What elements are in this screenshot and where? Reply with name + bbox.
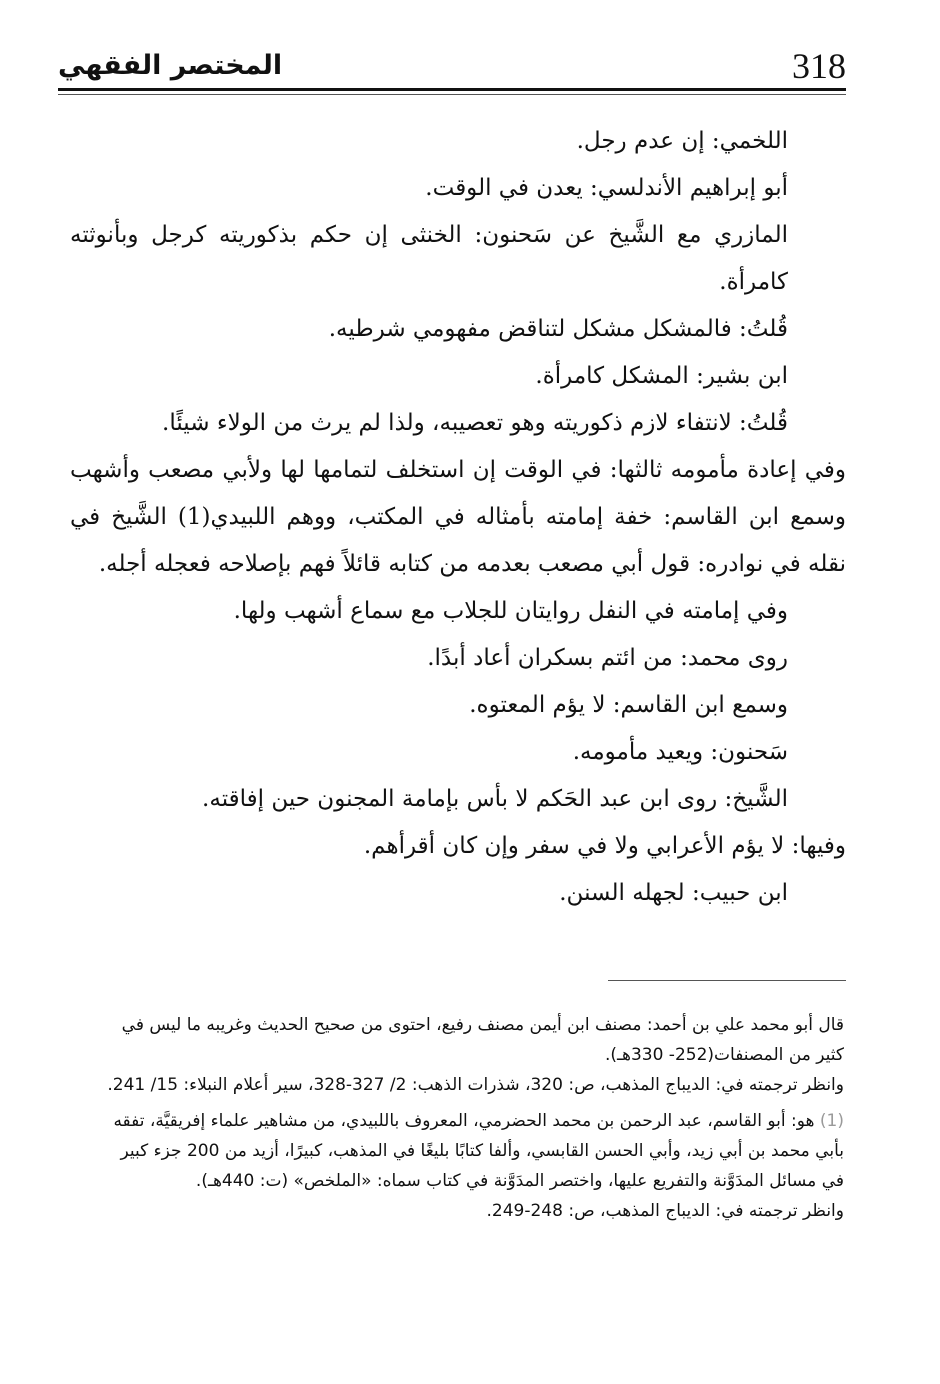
paragraph-12: الشَّيخ: روى ابن عبد الحَكم لا بأس بإمامة المجنون حين إفاقته. (202, 786, 788, 812)
footnote-line (94, 1106, 844, 1196)
header-rule-thin (58, 94, 846, 95)
paragraph-11: سَحنون: ويعيد مأمومه. (572, 739, 788, 765)
page-header (58, 38, 846, 94)
paragraph-5: ابن بشير: المشكل كامرأة. (535, 363, 788, 389)
paragraph-7: وفي إعادة مأمومه ثالثها: في الوقت إن استخلف لتمامها لها ولأبي مصعب وأشهب وسمع ابن القاسم: خفة إمامته بأمثاله في المكتب، ووهم اللبيدي(1) الشَّيخ في نقله في نوادره: قول أبي مصعب بعدمه من كتابه قائلاً فهم بإصلاحه فعجله أجله. (70, 457, 846, 577)
footnotes (94, 1010, 844, 1232)
footnote-line: وانظر ترجمته في: الديباج المذهب، ص: 248-249. (486, 1201, 844, 1221)
paragraph-4: قُلتُ: فالمشكل مشكل لتناقض مفهومي شرطيه. (328, 316, 788, 342)
paragraph-1: اللخمي: إن عدم رجل. (576, 128, 788, 154)
paragraph-6: قُلتُ: لانتفاء لازم ذكوريته وهو تعصيبه، ولذا لم يرث من الولاء شيئًا. (162, 410, 788, 436)
paragraph-10: وسمع ابن القاسم: لا يؤم المعتوه. (469, 692, 788, 718)
main-text (70, 118, 846, 917)
footnote-1 (94, 1106, 844, 1226)
footnote-marker: (1) (819, 1111, 844, 1131)
footnote-line: قال أبو محمد علي بن أحمد: مصنف ابن أيمن مصنف رفيع، احتوى من صحيح الحديث وغريبه ما ليس في كثير من المصنفات(252- 330هـ). (121, 1015, 844, 1065)
footnote-continuation (94, 1010, 844, 1100)
paragraph-2: أبو إبراهيم الأندلسي: يعدن في الوقت. (425, 175, 788, 201)
header-rule (58, 88, 846, 91)
page-number: 318 (792, 46, 846, 86)
footnote-line: وانظر ترجمته في: الديباج المذهب، ص: 320، شذرات الذهب: 2/ 327-328، سير أعلام النبلاء: 15/ 241. (107, 1075, 844, 1095)
paragraph-9: روى محمد: من ائتم بسكران أعاد أبدًا. (427, 645, 788, 671)
book-title: المختصر الفقهي (58, 50, 283, 81)
paragraph-8: وفي إمامته في النفل روايتان للجلاب مع سماع أشهب ولها. (233, 598, 788, 624)
paragraph-14: ابن حبيب: لجهله السنن. (559, 880, 788, 906)
paragraph-13: وفيها: لا يؤم الأعرابي ولا في سفر وإن كان أقرأهم. (363, 833, 846, 859)
footnote-separator (608, 980, 846, 981)
paragraph-3: المازري مع الشَّيخ عن سَحنون: الخنثى إن حكم بذكوريته كرجل وبأنوثته كامرأة. (70, 222, 788, 295)
footnote-text: هو: أبو القاسم، عبد الرحمن بن محمد الحضرمي، المعروف باللبيدي، من مشاهير علماء إفريقيَّة، تفقه بأبي محمد بن أبي زيد، وأبي الحسن القابسي، وألفا كتابًا بليغًا في المذهب، كبيرًا، أزيد من 200 جزء كبير في مسائل المدَوَّنة والتفريع عليها، واختصر المدَوَّنة في كتاب سماه: «الملخص» (ت: 440هـ). (113, 1111, 844, 1191)
